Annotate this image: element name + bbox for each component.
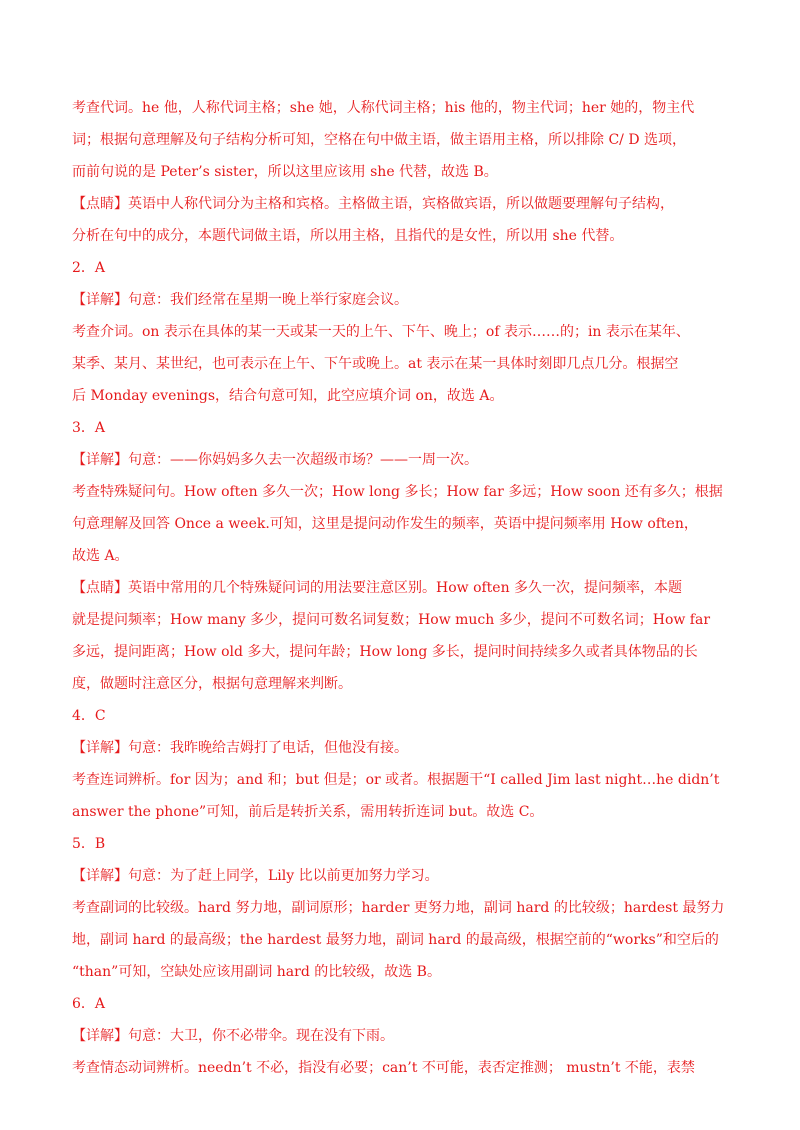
text-line: 度，做题时注意区分，根据句意理解来判断。 — [72, 676, 352, 692]
text-line: 多远，提问距离；How old 多大，提问年龄；How long 多长，提问时间持续多久或者具体物品的长 — [72, 644, 698, 660]
text-line: 考查介词。on 表示在具体的某一天或某一天的上午、下午、晚上；of 表示……的；in 表示在某年、 — [72, 324, 690, 340]
text-line: 【详解】句意：——你妈妈多久去一次超级市场？——一周一次。 — [72, 452, 478, 468]
text-line: 故选 A。 — [72, 548, 129, 564]
text-line: 词；根据句意理解及句子结构分析可知，空格在句中做主语，做主语用主格，所以排除 C/ D 选项， — [72, 132, 687, 148]
text-line: answer the phone”可知，前后是转折关系，需用转折连词 but。故选 C。 — [72, 804, 544, 820]
text-line: 地，副词 hard 的最高级；the hardest 最努力地，副词 hard 的最高级，根据空前的“works”和空后的 — [72, 932, 719, 948]
answer-explanation-text — [72, 92, 725, 1084]
text-line: 【详解】句意：我们经常在星期一晚上举行家庭会议。 — [72, 292, 408, 308]
text-line: 考查连词辨析。for 因为；and 和；but 但是；or 或者。根据题干“I called Jim last night…he didn’t — [72, 772, 720, 788]
text-line: 考查代词。he 他，人称代词主格；she 她，人称代词主格；his 他的，物主代词；her 她的，物主代 — [72, 100, 695, 116]
text-line: 【详解】句意：我昨晚给吉姆打了电话，但他没有接。 — [72, 740, 408, 756]
text-line: 【点睛】英语中常用的几个特殊疑问词的用法要注意区别。How often 多久一次，提问频率，本题 — [72, 580, 683, 596]
text-line: 【点睛】英语中人称代词分为主格和宾格。主格做主语，宾格做宾语，所以做题要理解句子结构， — [72, 196, 674, 212]
question-number: 2．A — [72, 260, 106, 276]
text-line: 【详解】句意：为了赶上同学，Lily 比以前更加努力学习。 — [72, 868, 439, 884]
text-line: 【详解】句意：大卫，你不必带伞。现在没有下雨。 — [72, 1028, 394, 1044]
text-line: 考查特殊疑问句。How often 多久一次；How long 多长；How far 多远；How soon 还有多久；根据 — [72, 484, 723, 500]
text-line: 就是提问频率；How many 多少，提问可数名词复数；How much 多少，提问不可数名词；How far — [72, 612, 711, 628]
text-line: 句意理解及回答 Once a week.可知，这里是提问动作发生的频率，英语中提问频率用 How often， — [72, 516, 698, 532]
text-line: 而前句说的是 Peter’s sister，所以这里应该用 she 代替，故选 B。 — [72, 164, 498, 180]
text-line: 后 Monday evenings，结合句意可知，此空应填介词 on，故选 A。 — [72, 388, 504, 404]
question-number: 4．C — [72, 708, 106, 724]
question-number: 6．A — [72, 996, 106, 1012]
text-line: 考查情态动词辨析。needn’t 不必，指没有必要；can’t 不可能，表否定推测； mustn’t 不能，表禁 — [72, 1060, 695, 1076]
question-number: 3．A — [72, 420, 106, 436]
text-line: 分析在句中的成分，本题代词做主语，所以用主格，且指代的是女性，所以用 she 代替。 — [72, 228, 624, 244]
question-number: 5．B — [72, 836, 106, 852]
text-line: 某季、某月、某世纪，也可表示在上午、下午或晚上。at 表示在某一具体时刻即几点几分。根据空 — [72, 356, 679, 372]
text-line: 考查副词的比较级。hard 努力地，副词原形；harder 更努力地，副词 hard 的比较级；hardest 最努力 — [72, 900, 725, 916]
text-line: “than”可知，空缺处应该用副词 hard 的比较级，故选 B。 — [72, 964, 441, 980]
